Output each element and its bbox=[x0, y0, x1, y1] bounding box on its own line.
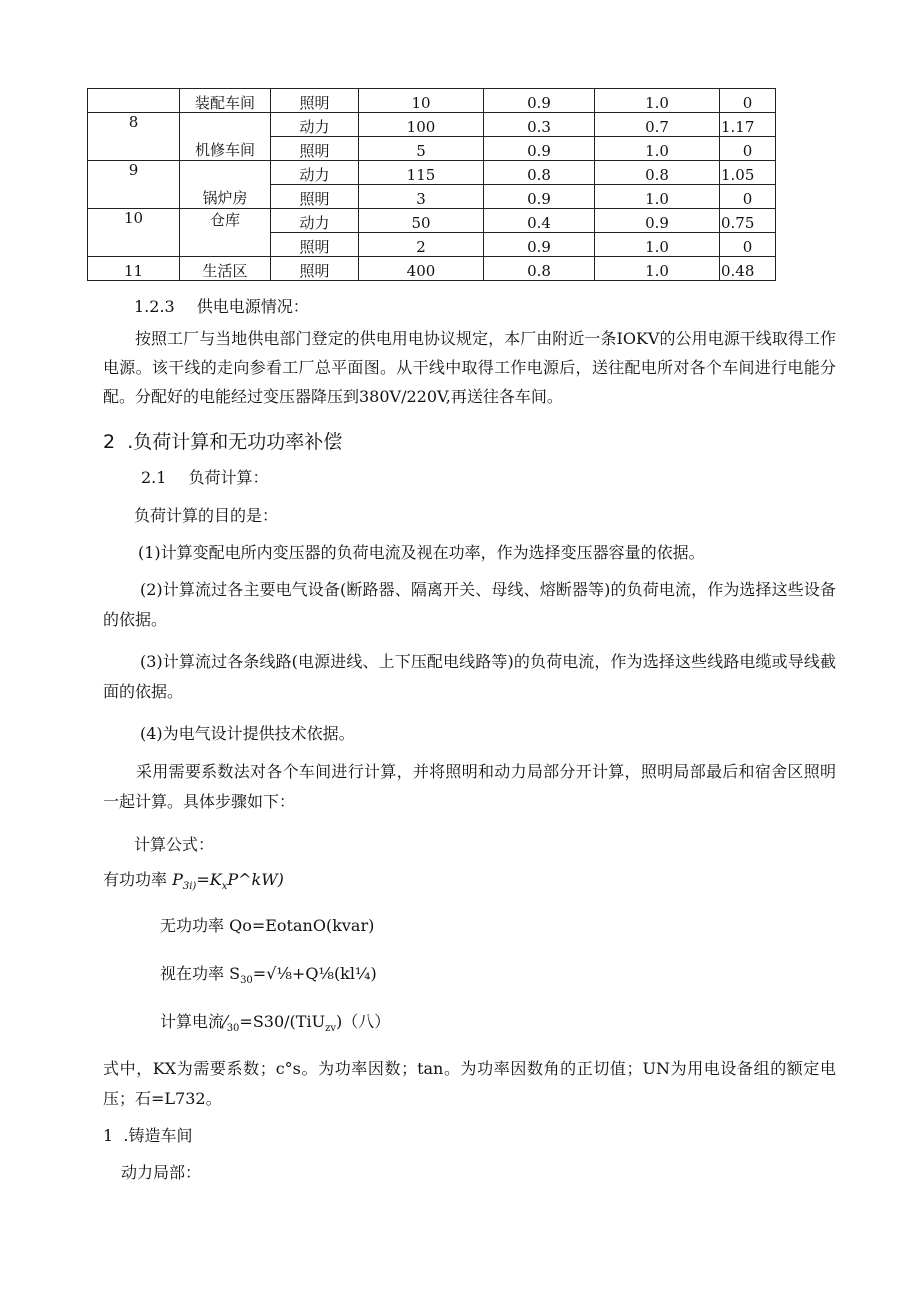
cell-kx: 0.9 bbox=[484, 137, 595, 161]
cell-pe: 5 bbox=[359, 137, 484, 161]
cell-tan: 0 bbox=[720, 89, 776, 113]
cell-cos: 1.0 bbox=[595, 185, 720, 209]
cell-name: 仓库 bbox=[180, 209, 271, 257]
cell-cos: 0.7 bbox=[595, 113, 720, 137]
load-table bbox=[87, 88, 776, 281]
cell-tan: 0.75 bbox=[720, 209, 776, 233]
cell-pe: 115 bbox=[359, 161, 484, 185]
cell-no: 8 bbox=[88, 113, 180, 161]
cell-type: 动力 bbox=[271, 161, 359, 185]
cell-name: 锅炉房 bbox=[180, 161, 271, 209]
section-heading-2-1 bbox=[141, 464, 268, 492]
cell-no: 11 bbox=[88, 257, 180, 281]
formula-intro: 计算公式： bbox=[134, 835, 215, 854]
section-heading-1-2-3 bbox=[134, 293, 309, 321]
cell-name: 机修车间 bbox=[180, 113, 271, 161]
subsection-casting-workshop: 1 .铸造车间 bbox=[103, 1126, 193, 1145]
table-row bbox=[88, 257, 776, 281]
cell-type: 照明 bbox=[271, 233, 359, 257]
purpose-intro: 负荷计算的目的是： bbox=[134, 506, 279, 525]
chapter-heading-2 bbox=[103, 428, 342, 456]
cell-kx: 0.4 bbox=[484, 209, 595, 233]
paragraph-method: 采用需要系数法对各个车间进行计算，并将照明和动力局部分开计算，照明局部最后和宿舍区照明一起计算。具体步骤如下： bbox=[103, 762, 836, 811]
cell-name: 装配车间 bbox=[180, 89, 271, 113]
formula-current: 计算电流$⁄_{30}=S30/(TiU_{zv})$（八） bbox=[160, 1012, 391, 1035]
purpose-item-2: (2)计算流过各主要电气设备(断路器、隔离开关、母线、熔断器等)的负荷电流，作为选择这些设备的依据。 bbox=[103, 580, 836, 629]
chapter-title: .负荷计算和无功功率补偿 bbox=[127, 431, 343, 453]
cell-tan: 0.48 bbox=[720, 257, 776, 281]
cell-kx: 0.9 bbox=[484, 233, 595, 257]
cell-kx: 0.9 bbox=[484, 185, 595, 209]
cell-pe: 100 bbox=[359, 113, 484, 137]
cell-tan: 0 bbox=[720, 137, 776, 161]
cell-pe: 10 bbox=[359, 89, 484, 113]
formula-apparent-power: 视在功率 $S_{30}=√\frac{1}{8}+Q\frac{1}{8}(kl\frac{1}{4})$ bbox=[160, 964, 377, 987]
cell-no: 9 bbox=[88, 161, 180, 209]
cell-kx: 0.9 bbox=[484, 89, 595, 113]
table-row bbox=[88, 161, 776, 185]
cell-kx: 0.8 bbox=[484, 257, 595, 281]
section-number: 2.1 bbox=[141, 468, 167, 487]
section-title: 供电电源情况： bbox=[196, 297, 309, 316]
cell-type: 照明 bbox=[271, 185, 359, 209]
cell-pe: 3 bbox=[359, 185, 484, 209]
cell-type: 动力 bbox=[271, 113, 359, 137]
table-row bbox=[88, 113, 776, 137]
cell-type: 照明 bbox=[271, 137, 359, 161]
chapter-number: 2 bbox=[103, 431, 116, 453]
section-number: 1.2.3 bbox=[134, 297, 175, 316]
cell-type: 照明 bbox=[271, 257, 359, 281]
cell-cos: 0.9 bbox=[595, 209, 720, 233]
cell-cos: 0.8 bbox=[595, 161, 720, 185]
cell-pe: 50 bbox=[359, 209, 484, 233]
cell-name: 生活区 bbox=[180, 257, 271, 281]
purpose-item-3: (3)计算流过各条线路(电源进线、上下压配电线路等)的负荷电流，作为选择这些线路电缆或导线截面的依据。 bbox=[103, 652, 836, 701]
power-part-label: 动力局部： bbox=[121, 1163, 202, 1182]
cell-pe: 400 bbox=[359, 257, 484, 281]
cell-cos: 1.0 bbox=[595, 233, 720, 257]
cell-type: 照明 bbox=[271, 89, 359, 113]
cell-tan: 1.17 bbox=[720, 113, 776, 137]
cell-cos: 1.0 bbox=[595, 137, 720, 161]
paragraph-power-supply: 按照工厂与当地供电部门登定的供电用电协议规定，本厂由附近一条IOKV的公用电源干线取得工作电源。该干线的走向参看工厂总平面图。从干线中取得工作电源后，送往配电所对各个车间进行电能分配。分配好的电能经过变压器降压到380V/220V,再送往各车间。 bbox=[103, 329, 836, 406]
cell-tan: 0 bbox=[720, 185, 776, 209]
cell-pe: 2 bbox=[359, 233, 484, 257]
table-row bbox=[88, 89, 776, 113]
cell-kx: 0.3 bbox=[484, 113, 595, 137]
formula-note: 式中，KX为需要系数；c°s。为功率因数；tan。为功率因数角的正切值；UN为用电设备组的额定电压；石=L732。 bbox=[103, 1059, 836, 1108]
cell-kx: 0.8 bbox=[484, 161, 595, 185]
table-row bbox=[88, 209, 776, 233]
cell-no bbox=[88, 89, 180, 113]
cell-no: 10 bbox=[88, 209, 180, 257]
formula-active-power: 有功功率 $P_{3i)}=K_xP\^{}kW$) bbox=[103, 870, 284, 893]
cell-cos: 1.0 bbox=[595, 257, 720, 281]
cell-cos: 1.0 bbox=[595, 89, 720, 113]
purpose-item-4: (4)为电气设计提供技术依据。 bbox=[140, 724, 355, 743]
cell-type: 动力 bbox=[271, 209, 359, 233]
section-title: 负荷计算： bbox=[188, 468, 269, 487]
formula-reactive-power: 无功功率 Qo=EotanO(kvar) bbox=[160, 916, 375, 935]
purpose-item-1: (1)计算变配电所内变压器的负荷电流及视在功率，作为选择变压器容量的依据。 bbox=[138, 543, 705, 562]
cell-tan: 0 bbox=[720, 233, 776, 257]
cell-tan: 1.05 bbox=[720, 161, 776, 185]
